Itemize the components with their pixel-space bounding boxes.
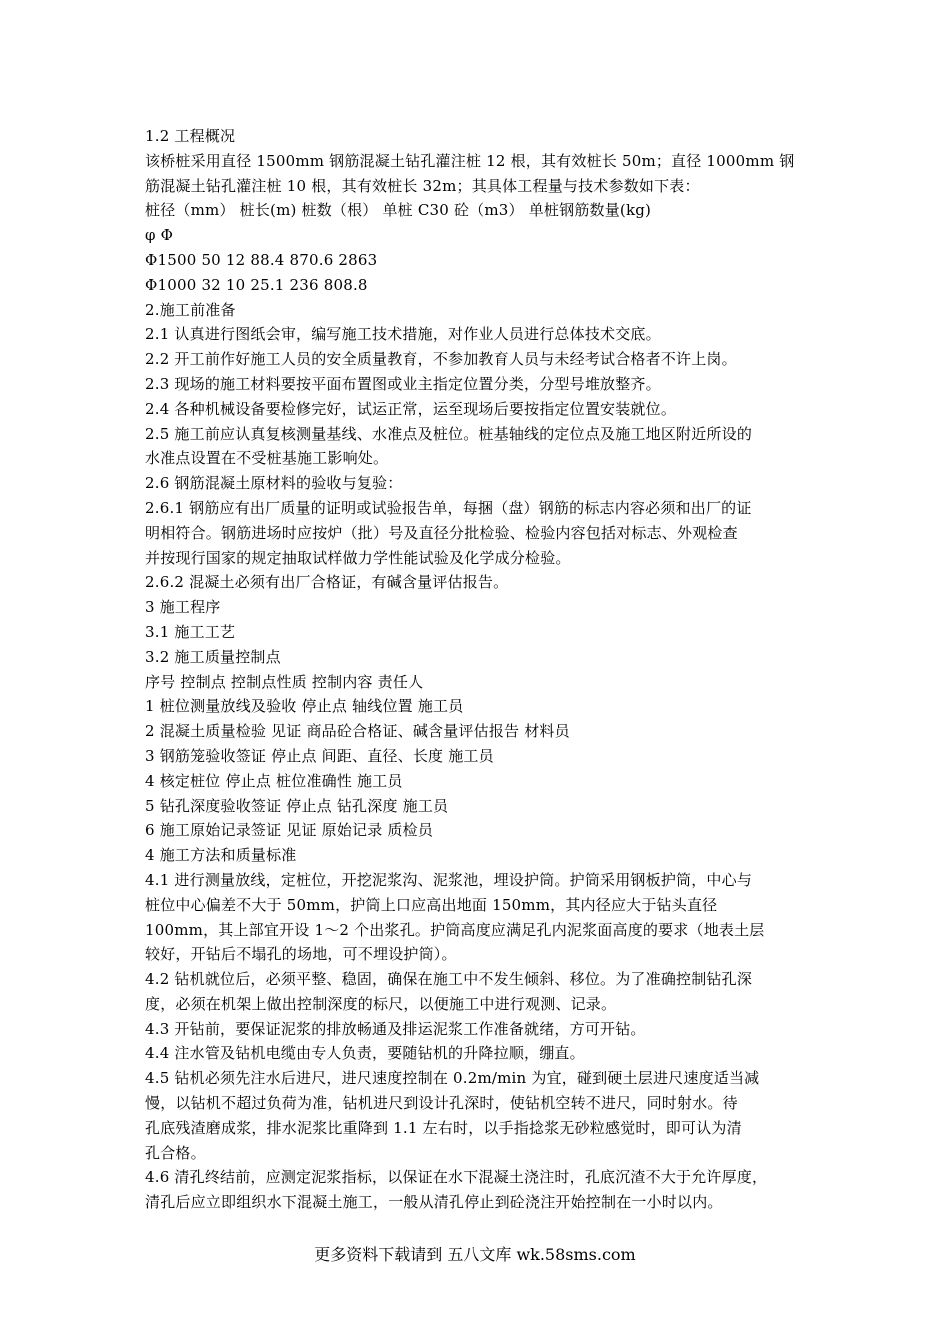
text-line: 3.1 施工工艺 xyxy=(145,622,236,641)
text-line: 序号 控制点 控制点性质 控制内容 责任人 xyxy=(145,672,424,691)
text-line: 5 钻孔深度验收签证 停止点 钻孔深度 施工员 xyxy=(145,796,449,815)
text-line: 孔底残渣磨成浆，排水泥浆比重降到 1.1 左右时，以手指捻浆无砂粒感觉时，即可认为清 xyxy=(145,1118,742,1137)
text-line: 2.6 钢筋混凝土原材料的验收与复验： xyxy=(145,474,403,493)
text-line: 6 施工原始记录签证 见证 原始记录 质检员 xyxy=(145,821,434,840)
text-line: 桩位中心偏差不大于 50mm，护筒上口应高出地面 150mm，其内径应大于钻头直径 xyxy=(145,895,718,914)
text-line: 4.3 开钻前，要保证泥浆的排放畅通及排运泥浆工作准备就绪，方可开钻。 xyxy=(145,1019,646,1038)
text-line: 慢，以钻机不超过负荷为准，钻机进尺到设计孔深时，使钻机空转不进尺，同时射水。待 xyxy=(145,1094,738,1113)
text-line: 2.6.1 钢筋应有出厂质量的证明或试验报告单，每捆（盘）钢筋的标志内容必须和出厂的证 xyxy=(145,498,752,517)
text-line: 2.施工前准备 xyxy=(145,300,236,319)
text-line: Φ1500 50 12 88.4 870.6 2863 xyxy=(145,250,378,269)
text-line: 4.4 注水管及钻机电缆由专人负责，要随钻机的升降拉顺，绷直。 xyxy=(145,1044,585,1063)
text-line: 3.2 施工质量控制点 xyxy=(145,647,281,666)
text-line: 明相符合。钢筋进场时应按炉（批）号及直径分批检验、检验内容包括对标志、外观检查 xyxy=(145,523,738,542)
text-line: 4.2 钻机就位后，必须平整、稳固，确保在施工中不发生倾斜、移位。为了准确控制钻孔深 xyxy=(145,970,753,989)
text-line: 2.2 开工前作好施工人员的安全质量教育，不参加教育人员与未经考试合格者不许上岗。 xyxy=(145,350,737,369)
text-line: 2.6.2 混凝土必须有出厂合格证，有碱含量评估报告。 xyxy=(145,573,509,592)
text-line: 4 核定桩位 停止点 桩位准确性 施工员 xyxy=(145,771,403,790)
text-line: 2 混凝土质量检验 见证 商品砼合格证、碱含量评估报告 材料员 xyxy=(145,722,570,741)
text-line: 孔合格。 xyxy=(145,1143,206,1162)
text-line: 2.1 认真进行图纸会审，编写施工技术措施，对作业人员进行总体技术交底。 xyxy=(145,325,661,344)
text-line: 1.2 工程概况 xyxy=(145,127,236,145)
text-line: 桩径（mm） 桩长(m) 桩数（根） 单桩 C30 砼（m3） 单桩钢筋数量(kg) xyxy=(145,201,652,220)
text-line: 2.4 各种机械设备要检修完好，试运正常，运至现场后要按指定位置安装就位。 xyxy=(145,399,677,418)
text-line: 并按现行国家的规定抽取试样做力学性能试验及化学成分检验。 xyxy=(145,548,571,567)
text-line: 100mm，其上部宜开设 1～2 个出浆孔。护筒高度应满足孔内泥浆面高度的要求（地表土层 xyxy=(145,920,765,939)
text-line: 清孔后应立即组织水下混凝土施工，一般从清孔停止到砼浇注开始控制在一小时以内。 xyxy=(145,1193,723,1212)
text-line: 3 钢筋笼验收签证 停止点 间距、直径、长度 施工员 xyxy=(145,746,494,765)
text-line: 4 施工方法和质量标准 xyxy=(145,846,297,865)
text-line: 较好，开钻后不塌孔的场地，可不埋设护筒）。 xyxy=(145,945,457,964)
text-line: Φ1000 32 10 25.1 236 808.8 xyxy=(145,275,368,294)
text-line: 2.3 现场的施工材料要按平面布置图或业主指定位置分类，分型号堆放整齐。 xyxy=(145,374,661,393)
text-line: 1 桩位测量放线及验收 停止点 轴线位置 施工员 xyxy=(145,697,464,716)
text-line: 3 施工程序 xyxy=(145,598,221,617)
text-line: 水准点设置在不受桩基施工影响处。 xyxy=(145,449,389,468)
text-line: 该桥桩采用直径 1500mm 钢筋混凝土钻孔灌注桩 12 根，其有效桩长 50m；直径 1000mm 钢 xyxy=(145,151,795,170)
text-line: 4.5 钻机必须先注水后进尺，进尺速度控制在 0.2m/min 为宜，碰到硬土层进尺速度适当减 xyxy=(145,1069,760,1088)
footer-download-note: 更多资料下载请到 五八文库 wk.58sms.com xyxy=(314,1245,636,1264)
text-line: 度，必须在机架上做出控制深度的标尺，以便施工中进行观测、记录。 xyxy=(145,994,617,1013)
text-line: 4.1 进行测量放线，定桩位，开挖泥浆沟、泥浆池，埋设护筒。护筒采用钢板护筒，中心与 xyxy=(145,870,753,889)
text-line: 2.5 施工前应认真复核测量基线、水准点及桩位。桩基轴线的定位点及施工地区附近所设的 xyxy=(145,424,753,443)
document-body xyxy=(145,124,813,1215)
text-line: 4.6 清孔终结前，应测定泥浆指标，以保证在水下混凝土浇注时，孔底沉渣不大于允许厚度， xyxy=(145,1168,768,1187)
text-line: 筋混凝土钻孔灌注桩 10 根，其有效桩长 32m；其具体工程量与技术参数如下表： xyxy=(145,176,700,195)
text-line: φ Φ xyxy=(145,226,174,245)
